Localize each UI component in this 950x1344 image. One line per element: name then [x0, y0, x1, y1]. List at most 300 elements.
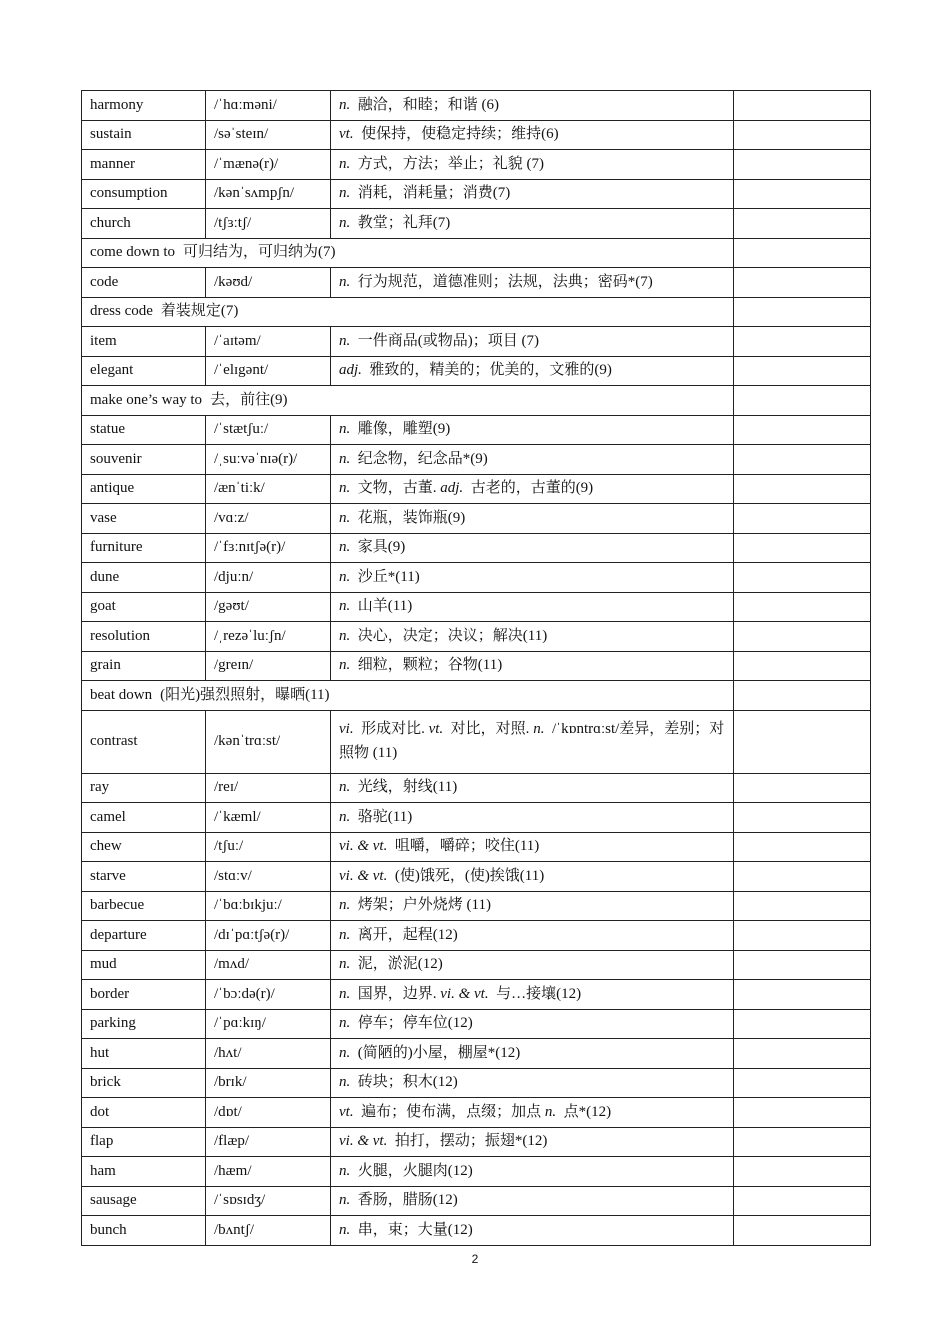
part-of-speech: n. — [533, 721, 545, 738]
definition-cell — [331, 179, 734, 209]
word-row — [82, 1216, 871, 1246]
word-text: starve — [90, 867, 126, 884]
notes-cell — [734, 504, 871, 534]
notes-cell — [734, 415, 871, 445]
part-of-speech: n. — [339, 627, 351, 644]
definition-text: 使保持，使稳定持续；维持(6) — [361, 126, 559, 143]
notes-cell — [734, 1127, 871, 1157]
definition-cell — [331, 533, 734, 563]
part-of-speech: n. — [339, 332, 351, 349]
word-row — [82, 803, 871, 833]
phonetic-cell — [206, 1068, 331, 1098]
definition-cell — [331, 622, 734, 652]
vocabulary-table — [81, 90, 871, 1246]
phonetic-cell — [206, 592, 331, 622]
part-of-speech: n. — [339, 539, 351, 556]
definition-cell — [331, 91, 734, 121]
part-of-speech: n. — [339, 657, 351, 674]
definition-cell — [331, 1157, 734, 1187]
word-text: vase — [90, 509, 117, 526]
word-cell — [82, 533, 206, 563]
phonetic-cell — [206, 1157, 331, 1187]
notes-cell — [734, 1216, 871, 1246]
word-row — [82, 327, 871, 357]
part-of-speech: n. — [339, 214, 351, 231]
phonetic-cell — [206, 415, 331, 445]
phonetic-text: /ˈelɪgənt/ — [214, 362, 269, 379]
definition-text: 一件商品(或物品)；项目 (7) — [357, 332, 539, 349]
definition-cell — [331, 445, 734, 475]
phonetic-cell — [206, 445, 331, 475]
part-of-speech: vi. & vt. — [339, 838, 388, 855]
phonetic-text: /stɑːv/ — [214, 867, 252, 884]
phrase-text: make one’s way to — [90, 391, 203, 408]
word-text: bunch — [90, 1221, 127, 1238]
notes-cell — [734, 445, 871, 475]
phonetic-text: /hæm/ — [214, 1162, 252, 1179]
word-cell — [82, 415, 206, 445]
definition-cell — [331, 862, 734, 892]
word-text: church — [90, 214, 131, 231]
word-row — [82, 1009, 871, 1039]
phonetic-text: /ˈkæml/ — [214, 808, 261, 825]
definition-text: (简陋的)小屋，棚屋*(12) — [357, 1044, 521, 1061]
notes-cell — [734, 681, 871, 711]
word-text: chew — [90, 838, 122, 855]
definition-text: 形成对比. — [361, 721, 425, 738]
phonetic-cell — [206, 921, 331, 951]
phonetic-cell — [206, 950, 331, 980]
word-cell — [82, 179, 206, 209]
word-text: brick — [90, 1074, 121, 1091]
word-row — [82, 1039, 871, 1069]
word-text: mud — [90, 956, 117, 973]
notes-cell — [734, 150, 871, 180]
notes-cell — [734, 91, 871, 121]
phonetic-cell — [206, 209, 331, 239]
word-cell — [82, 504, 206, 534]
part-of-speech: vi. & vt. — [440, 985, 489, 1002]
phonetic-text: /reɪ/ — [214, 779, 239, 796]
definition-cell — [331, 832, 734, 862]
word-text: barbecue — [90, 897, 145, 914]
phonetic-text: /brɪk/ — [214, 1074, 247, 1091]
definition-text: 消耗，消耗量；消费(7) — [357, 185, 511, 202]
word-cell — [82, 622, 206, 652]
part-of-speech: adj. — [339, 362, 362, 379]
word-row — [82, 179, 871, 209]
phrase-meaning: (阳光)强烈照射，曝晒(11) — [160, 686, 330, 703]
phrase-cell — [82, 297, 734, 327]
word-text: harmony — [90, 96, 144, 113]
phrase-row — [82, 681, 871, 711]
word-row — [82, 120, 871, 150]
part-of-speech: n. — [339, 96, 351, 113]
phonetic-cell — [206, 1009, 331, 1039]
phonetic-cell — [206, 150, 331, 180]
definition-text: 停车；停车位(12) — [357, 1015, 473, 1032]
notes-cell — [734, 1098, 871, 1128]
phonetic-cell — [206, 1186, 331, 1216]
word-text: camel — [90, 808, 126, 825]
phonetic-text: /səˈsteɪn/ — [214, 126, 269, 143]
phonetic-text: /ˈhɑːməni/ — [214, 96, 277, 113]
word-row — [82, 474, 871, 504]
word-text: consumption — [90, 185, 168, 202]
definition-text: 香肠，腊肠(12) — [357, 1192, 458, 1209]
notes-cell — [734, 921, 871, 951]
word-text: souvenir — [90, 450, 142, 467]
word-cell — [82, 445, 206, 475]
word-text: contrast — [90, 733, 138, 749]
part-of-speech: n. — [339, 273, 351, 290]
word-text: sausage — [90, 1192, 137, 1209]
part-of-speech: n. — [339, 185, 351, 202]
phonetic-cell — [206, 504, 331, 534]
word-row — [82, 150, 871, 180]
word-cell — [82, 651, 206, 681]
notes-cell — [734, 622, 871, 652]
page-number: 2 — [471, 1252, 479, 1266]
definition-text: 沙丘*(11) — [357, 568, 420, 585]
definition-text: 火腿，火腿肉(12) — [357, 1162, 473, 1179]
definition-text: 对比，对照. — [450, 721, 530, 738]
part-of-speech: n. — [339, 897, 351, 914]
phrase-row — [82, 238, 871, 268]
definition-text: 山羊(11) — [357, 598, 413, 615]
definition-cell — [331, 504, 734, 534]
definition-text: 雅致的，精美的；优美的，文雅的(9) — [369, 362, 612, 379]
word-row — [82, 1068, 871, 1098]
word-cell — [82, 921, 206, 951]
definition-cell — [331, 415, 734, 445]
word-cell — [82, 710, 206, 773]
phrase-text: dress code — [90, 303, 153, 320]
part-of-speech: vi. & vt. — [339, 1133, 388, 1150]
definition-text: 融洽，和睦；和谐 (6) — [357, 96, 499, 113]
definition-cell — [331, 120, 734, 150]
definition-cell — [331, 803, 734, 833]
phrase-cell — [82, 386, 734, 416]
phonetic-text: /kəʊd/ — [214, 273, 253, 290]
word-row — [82, 209, 871, 239]
phonetic-cell — [206, 1098, 331, 1128]
word-text: furniture — [90, 539, 143, 556]
part-of-speech: vt. — [339, 126, 354, 143]
notes-cell — [734, 268, 871, 298]
notes-cell — [734, 1157, 871, 1187]
part-of-speech: n. — [339, 1044, 351, 1061]
definition-cell — [331, 356, 734, 386]
word-row — [82, 1186, 871, 1216]
phonetic-text: /ˌrezəˈluːʃn/ — [214, 627, 286, 644]
phonetic-cell — [206, 980, 331, 1010]
definition-text: 细粒，颗粒；谷物(11) — [357, 657, 503, 674]
part-of-speech: n. — [339, 985, 351, 1002]
definition-cell — [331, 891, 734, 921]
word-row — [82, 356, 871, 386]
phonetic-text: /ˈaɪtəm/ — [214, 332, 261, 349]
definition-cell — [331, 651, 734, 681]
word-cell — [82, 1068, 206, 1098]
phonetic-cell — [206, 268, 331, 298]
word-row — [82, 563, 871, 593]
phonetic-cell — [206, 327, 331, 357]
phonetic-cell — [206, 91, 331, 121]
definition-text: 国界，边界. — [357, 985, 437, 1002]
phonetic-cell — [206, 622, 331, 652]
part-of-speech: n. — [339, 1192, 351, 1209]
phonetic-text: /ˈpɑːkɪŋ/ — [214, 1015, 266, 1032]
phonetic-text: /tʃuː/ — [214, 838, 244, 855]
phonetic-text: /ˈstætʃuː/ — [214, 421, 269, 438]
phonetic-text: /gəʊt/ — [214, 598, 249, 615]
definition-cell — [331, 150, 734, 180]
notes-cell — [734, 803, 871, 833]
definition-cell — [331, 950, 734, 980]
notes-cell — [734, 980, 871, 1010]
definition-text: 光线，射线(11) — [357, 779, 458, 796]
word-row — [82, 921, 871, 951]
definition-text: 串，束；大量(12) — [357, 1221, 473, 1238]
phonetic-text: /tʃɜːtʃ/ — [214, 214, 252, 231]
phonetic-cell — [206, 563, 331, 593]
word-cell — [82, 209, 206, 239]
part-of-speech: n. — [339, 509, 351, 526]
word-row — [82, 622, 871, 652]
word-row — [82, 862, 871, 892]
part-of-speech: n. — [339, 926, 351, 943]
word-cell — [82, 1098, 206, 1128]
word-cell — [82, 474, 206, 504]
definition-text: 遍布；使布满，点缀；加点 — [361, 1103, 542, 1120]
vocabulary-table-body — [82, 91, 871, 1246]
word-cell — [82, 950, 206, 980]
phonetic-text: /bʌntʃ/ — [214, 1221, 254, 1238]
definition-text: /ˈkɒntrɑːst/差异，差别；对照物 (11) — [339, 721, 725, 761]
notes-cell — [734, 1009, 871, 1039]
word-cell — [82, 891, 206, 921]
notes-cell — [734, 356, 871, 386]
definition-cell — [331, 773, 734, 803]
word-cell — [82, 1186, 206, 1216]
word-text: grain — [90, 657, 121, 674]
word-cell — [82, 832, 206, 862]
word-row — [82, 504, 871, 534]
word-text: border — [90, 985, 130, 1002]
notes-cell — [734, 297, 871, 327]
word-text: antique — [90, 480, 135, 497]
phonetic-cell — [206, 179, 331, 209]
part-of-speech: n. — [339, 421, 351, 438]
word-text: parking — [90, 1015, 136, 1032]
word-text: dot — [90, 1103, 110, 1120]
part-of-speech: n. — [339, 568, 351, 585]
part-of-speech: n. — [339, 1074, 351, 1091]
definition-text: 纪念物，纪念品*(9) — [357, 450, 488, 467]
phonetic-text: /kənˈtrɑːst/ — [214, 733, 281, 749]
definition-cell — [331, 327, 734, 357]
notes-cell — [734, 832, 871, 862]
phonetic-cell — [206, 862, 331, 892]
definition-text: 骆驼(11) — [357, 808, 413, 825]
notes-cell — [734, 533, 871, 563]
definition-text: 拍打，摆动；振翅*(12) — [394, 1133, 548, 1150]
definition-cell — [331, 1009, 734, 1039]
part-of-speech: n. — [339, 480, 351, 497]
phrase-text: come down to — [90, 244, 175, 261]
phrase-cell — [82, 238, 734, 268]
word-row — [82, 91, 871, 121]
definition-text: 点*(12) — [563, 1103, 612, 1120]
word-cell — [82, 980, 206, 1010]
part-of-speech: vt. — [428, 721, 444, 738]
part-of-speech: n. — [339, 956, 351, 973]
phonetic-text: /dɒt/ — [214, 1103, 242, 1120]
word-cell — [82, 803, 206, 833]
part-of-speech: n. — [544, 1103, 557, 1120]
definition-text: 花瓶，装饰瓶(9) — [357, 509, 466, 526]
word-cell — [82, 120, 206, 150]
word-cell — [82, 327, 206, 357]
notes-cell — [734, 563, 871, 593]
word-row — [82, 651, 871, 681]
notes-cell — [734, 386, 871, 416]
part-of-speech: vi. — [339, 721, 354, 738]
definition-cell — [331, 1127, 734, 1157]
phonetic-cell — [206, 1216, 331, 1246]
definition-text: 烤架；户外烧烤 (11) — [357, 897, 491, 914]
definition-cell — [331, 921, 734, 951]
definition-cell — [331, 592, 734, 622]
notes-cell — [734, 862, 871, 892]
word-cell — [82, 268, 206, 298]
phrase-meaning: 着装规定(7) — [160, 303, 239, 320]
word-text: sustain — [90, 126, 132, 143]
word-row — [82, 533, 871, 563]
word-text: code — [90, 273, 119, 290]
notes-cell — [734, 179, 871, 209]
notes-cell — [734, 120, 871, 150]
word-cell — [82, 773, 206, 803]
notes-cell — [734, 1186, 871, 1216]
phonetic-cell — [206, 803, 331, 833]
phonetic-cell — [206, 891, 331, 921]
part-of-speech: n. — [339, 155, 351, 172]
definition-text: 雕像，雕塑(9) — [357, 421, 451, 438]
word-text: manner — [90, 155, 135, 172]
definition-cell — [331, 1216, 734, 1246]
word-cell — [82, 91, 206, 121]
phonetic-text: /ˈbɑːbɪkjuː/ — [214, 897, 282, 914]
phonetic-cell — [206, 773, 331, 803]
phonetic-text: /hʌt/ — [214, 1044, 242, 1061]
word-row — [82, 1157, 871, 1187]
definition-cell — [331, 1068, 734, 1098]
part-of-speech: n. — [339, 779, 351, 796]
definition-text: 砖块；积木(12) — [357, 1074, 458, 1091]
definition-text: 离开，起程(12) — [357, 926, 458, 943]
word-text: resolution — [90, 627, 150, 644]
phonetic-text: /flæp/ — [214, 1133, 250, 1150]
definition-text: 家具(9) — [357, 539, 406, 556]
phonetic-cell — [206, 651, 331, 681]
phonetic-text: /ˈbɔːdə(r)/ — [214, 985, 275, 1002]
phonetic-text: /greɪn/ — [214, 657, 254, 674]
part-of-speech: vi. & vt. — [339, 867, 388, 884]
definition-text: 古老的，古董的(9) — [470, 480, 594, 497]
word-cell — [82, 1039, 206, 1069]
part-of-speech: vt. — [339, 1103, 354, 1120]
word-row — [82, 1127, 871, 1157]
definition-cell — [331, 980, 734, 1010]
phonetic-cell — [206, 474, 331, 504]
phrase-meaning: 可归结为，可归纳为(7) — [182, 244, 336, 261]
notes-cell — [734, 327, 871, 357]
phonetic-cell — [206, 1039, 331, 1069]
definition-cell — [331, 1039, 734, 1069]
word-text: elegant — [90, 362, 134, 379]
word-text: ham — [90, 1162, 116, 1179]
word-row — [82, 1098, 871, 1128]
word-text: statue — [90, 421, 125, 438]
definition-cell — [331, 1186, 734, 1216]
part-of-speech: n. — [339, 1015, 351, 1032]
notes-cell — [734, 950, 871, 980]
word-row — [82, 710, 871, 773]
word-cell — [82, 150, 206, 180]
word-cell — [82, 356, 206, 386]
notes-cell — [734, 1068, 871, 1098]
word-cell — [82, 592, 206, 622]
definition-text: 咀嚼，嚼碎；咬住(11) — [394, 838, 540, 855]
definition-text: 行为规范，道德准则；法规，法典；密码*(7) — [357, 273, 653, 290]
part-of-speech: n. — [339, 450, 351, 467]
notes-cell — [734, 773, 871, 803]
word-text: dune — [90, 568, 120, 585]
phonetic-cell — [206, 356, 331, 386]
word-row — [82, 980, 871, 1010]
word-row — [82, 445, 871, 475]
definition-cell — [331, 268, 734, 298]
part-of-speech: n. — [339, 808, 351, 825]
phonetic-text: /mʌd/ — [214, 956, 250, 973]
word-text: departure — [90, 926, 147, 943]
word-text: flap — [90, 1133, 114, 1150]
phonetic-text: /ˈmænə(r)/ — [214, 155, 279, 172]
phonetic-text: /djuːn/ — [214, 568, 254, 585]
word-row — [82, 592, 871, 622]
phonetic-text: /dɪˈpɑːtʃə(r)/ — [214, 926, 290, 943]
phonetic-cell — [206, 1127, 331, 1157]
notes-cell — [734, 891, 871, 921]
phonetic-text: /kənˈsʌmpʃn/ — [214, 185, 294, 202]
notes-cell — [734, 651, 871, 681]
part-of-speech: n. — [339, 1162, 351, 1179]
part-of-speech: n. — [339, 598, 351, 615]
word-row — [82, 891, 871, 921]
phonetic-cell — [206, 533, 331, 563]
phonetic-text: /ˌsuːvəˈnɪə(r)/ — [214, 450, 298, 467]
notes-cell — [734, 474, 871, 504]
word-row — [82, 268, 871, 298]
definition-text: (使)饿死，(使)挨饿(11) — [394, 867, 545, 884]
phonetic-cell — [206, 832, 331, 862]
definition-cell — [331, 209, 734, 239]
definition-text: 方式，方法；举止；礼貌 (7) — [357, 155, 544, 172]
definition-text: 决心，决定；决议；解决(11) — [357, 627, 548, 644]
word-row — [82, 415, 871, 445]
